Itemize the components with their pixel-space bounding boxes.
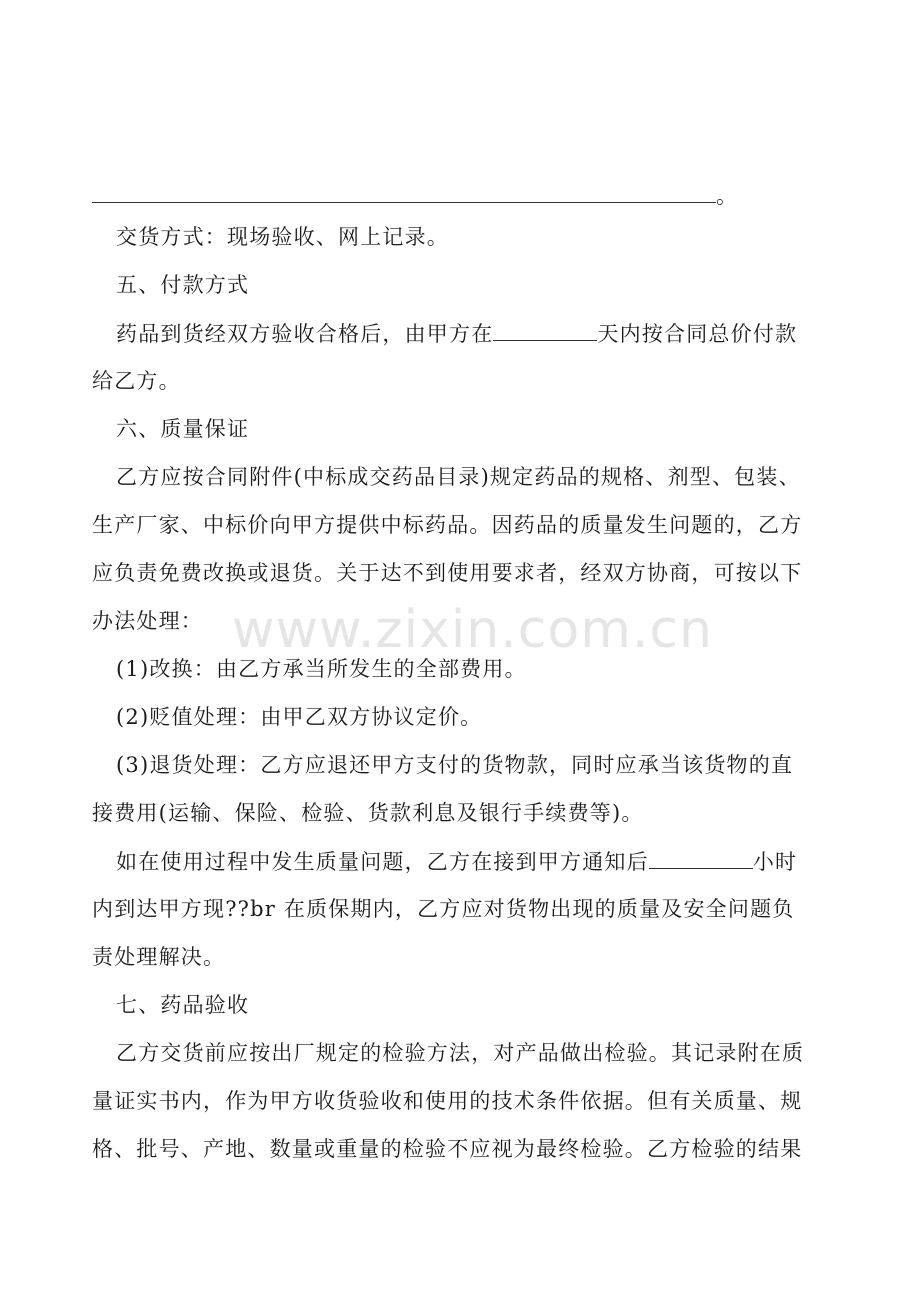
section-heading-payment: 五、付款方式: [116, 273, 250, 297]
list-item: (2)贬值处理：由甲乙双方协议定价。: [116, 705, 483, 729]
fill-blank: [649, 846, 753, 869]
paragraph-line: 如在使用过程中发生质量问题，乙方在接到甲方通知后 小时: [116, 846, 797, 877]
paragraph-line: 办法处理：: [92, 609, 203, 633]
section-heading-quality: 六、质量保证: [116, 417, 250, 441]
paragraph-line: 责处理解决。: [92, 945, 226, 969]
fill-blank: [493, 318, 597, 341]
paragraph-line: 接费用(运输、保险、检验、货款利息及银行手续费等)。: [92, 801, 644, 825]
end-mark: 。: [716, 184, 739, 208]
watermark: www.zixin.com.cn: [232, 600, 713, 660]
delivery-method-text: 交货方式：现场验收、网上记录。: [116, 225, 449, 249]
paragraph-line: 生产厂家、中标价向甲方提供中标药品。因药品的质量发生问题的，乙方: [92, 513, 803, 537]
paragraph-line: 乙方交货前应按出厂规定的检验方法，对产品做出检验。其记录附在质: [116, 1041, 805, 1065]
payment-paragraph-line: 药品到货经双方验收合格后，由甲方在 天内按合同总价付款: [116, 318, 797, 349]
paragraph-line: 给乙方。: [92, 369, 181, 393]
section-heading-inspection: 七、药品验收: [116, 993, 250, 1017]
fill-blank: [92, 180, 716, 203]
blank-line-end: [92, 180, 738, 211]
paragraph-line: 乙方应按合同附件(中标成交药品目录)规定药品的规格、剂型、包装、: [116, 465, 801, 489]
paragraph-line: 量证实书内，作为甲方收货验收和使用的技术条件依据。但有关质量、规: [92, 1089, 803, 1113]
list-item: (1)改换：由乙方承当所发生的全部费用。: [116, 657, 527, 681]
paragraph-line: 应负责免费改换或退货。关于达不到使用要求者，经双方协商，可按以下: [92, 561, 803, 585]
paragraph-line: 内到达甲方现??br 在质保期内，乙方应对货物出现的质量及安全问题负: [92, 897, 795, 921]
paragraph-line: 格、批号、产地、数量或重量的检验不应视为最终检验。乙方检验的结果: [92, 1137, 803, 1161]
list-item: (3)退货处理：乙方应退还甲方支付的货物款，同时应承当该货物的直: [116, 753, 794, 777]
